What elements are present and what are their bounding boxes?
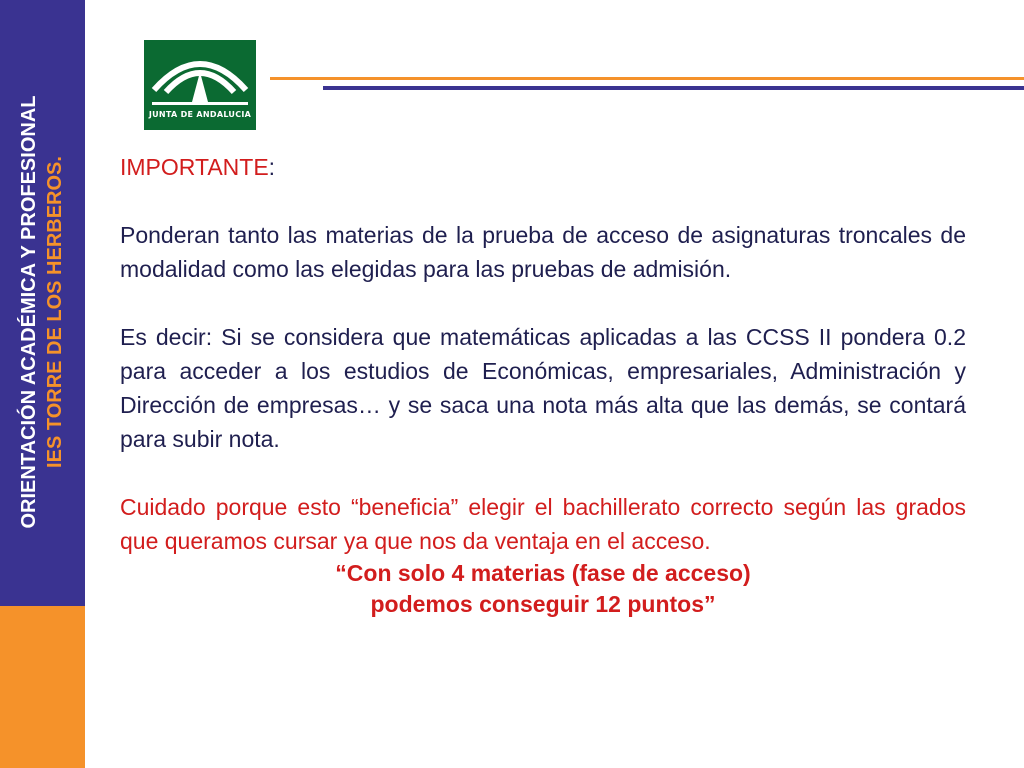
slide-content — [120, 150, 966, 620]
junta-de-andalucia-logo — [144, 40, 256, 130]
sidebar-orange-band — [0, 606, 85, 768]
paragraph-es-decir: Es decir: Si se considera que matemáticas aplicadas a las CCSS II pondera 0.2 para acceder a los estudios de Económicas, empresariales, Administración y Dirección de empresas… y se saca una nota más alta que las demás, se contará para subir nota. — [120, 324, 966, 452]
header-rule-blue — [323, 86, 1024, 90]
sidebar — [0, 0, 85, 768]
logo-text: JUNTA DE ANDALUCIA — [148, 110, 252, 119]
quote-line1: “Con solo 4 materias (fase de acceso) — [335, 560, 751, 586]
quote-line2: podemos conseguir 12 puntos” — [370, 591, 716, 617]
heading-text: IMPORTANTE — [120, 154, 269, 180]
sidebar-vertical-title — [16, 32, 68, 592]
heading — [120, 150, 966, 184]
sidebar-title-line1: ORIENTACIÓN ACADÉMICA Y PROFESIONAL — [18, 95, 40, 529]
paragraph-cuidado: Cuidado porque esto “beneficia” elegir el bachillerato correcto según las grados que queramos cursar ya que nos da ventaja en el acceso. — [120, 494, 966, 554]
sidebar-title-line2: IES TORRE DE LOS HERBEROS. — [44, 156, 66, 468]
header-rule-orange — [270, 77, 1024, 80]
paragraph-ponderan: Ponderan tanto las materias de la prueba de acceso de asignaturas troncales de modalidad como las elegidas para las pruebas de admisión. — [120, 222, 966, 282]
heading-colon: : — [268, 154, 276, 180]
